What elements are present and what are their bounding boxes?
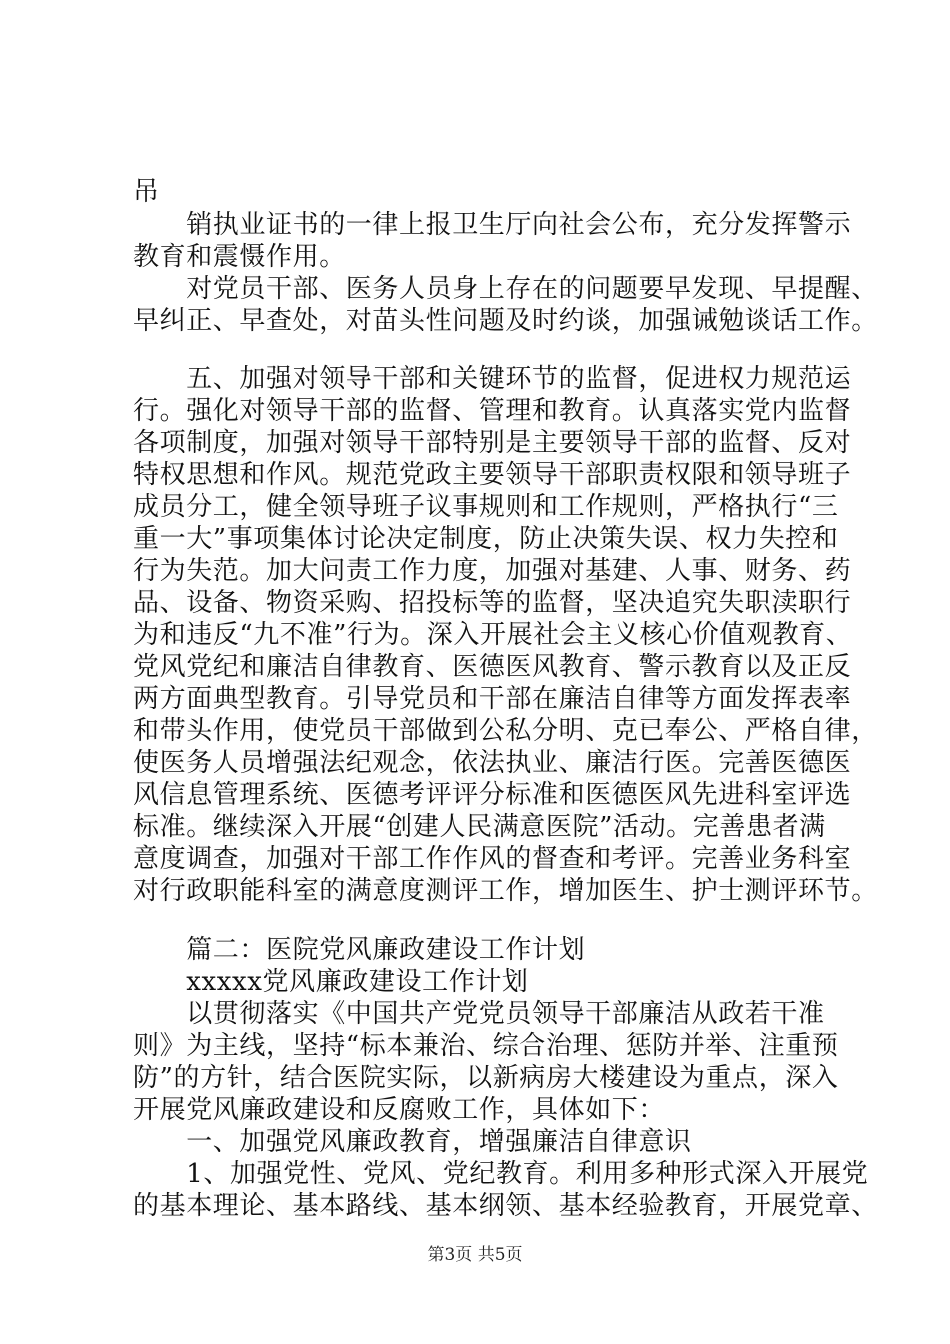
subsection-heading: 一、加强党风廉政教育，增强廉洁自律意识 — [133, 1127, 692, 1157]
text-line: 特权思想和作风。规范党政主要领导干部职责权限和领导班子 — [133, 460, 852, 490]
text-line: 对党员干部、医务人员身上存在的问题要早发现、早提醒、 — [133, 274, 878, 304]
text-line: 品、设备、物资采购、招投标等的监督，坚决追究失职渎职行 — [133, 588, 852, 618]
text-line: 以贯彻落实《中国共产党党员领导干部廉洁从政若干准 — [133, 999, 825, 1029]
text-line: 防”的方针，结合医院实际，以新病房大楼建设为重点，深入 — [133, 1063, 839, 1093]
text-line: 早纠正、早查处，对苗头性问题及时约谈，加强诫勉谈话工作。 — [133, 306, 878, 336]
text-line: 重一大”事项集体讨论决定制度，防止决策失误、权力失控和 — [133, 524, 839, 554]
text-line: 使医务人员增强法纪观念，依法执业、廉洁行医。完善医德医 — [133, 748, 852, 778]
text-line: 1、加强党性、党风、党纪教育。利用多种形式深入开展党 — [133, 1159, 869, 1189]
text-line: 成员分工，健全领导班子议事规则和工作规则，严格执行“三 — [133, 492, 839, 522]
text-line: 为和违反“九不准”行为。深入开展社会主义核心价值观教育、 — [133, 620, 853, 650]
text-line: 标准。继续深入开展“创建人民满意医院”活动。完善患者满 — [133, 812, 826, 842]
text-line: 行为失范。加大问责工作力度，加强对基建、人事、财务、药 — [133, 556, 852, 586]
text-line: 两方面典型教育。引导党员和干部在廉洁自律等方面发挥表率 — [133, 684, 852, 714]
text-line: 各项制度，加强对领导干部特别是主要领导干部的监督、反对 — [133, 428, 852, 458]
text-line: 和带头作用，使党员干部做到公私分明、克已奉公、严格自律， — [133, 716, 878, 746]
text-line: 五、加强对领导干部和关键环节的监督，促进权力规范运 — [133, 364, 852, 394]
text-line: 的基本理论、基本路线、基本纲领、基本经验教育，开展党章、 — [133, 1191, 878, 1221]
page-number-footer: 第3页 共5页 — [427, 1245, 523, 1265]
text-line: 开展党风廉政建设和反腐败工作，具体如下： — [133, 1095, 666, 1125]
text-line: 教育和震慑作用。 — [133, 242, 346, 272]
text-line: 对行政职能科室的满意度测评工作，增加医生、护士测评环节。 — [133, 876, 878, 906]
text-line: 销执业证书的一律上报卫生厅向社会公布，充分发挥警示 — [133, 210, 852, 240]
text-line: 吊 — [133, 177, 160, 207]
text-line: 党风党纪和廉洁自律教育、医德医风教育、警示教育以及正反 — [133, 652, 852, 682]
text-line: 风信息管理系统、医德考评评分标准和医德医风先进科室评选 — [133, 780, 852, 810]
text-line: 行。强化对领导干部的监督、管理和教育。认真落实党内监督 — [133, 396, 852, 426]
section-heading: 篇二：医院党风廉政建设工作计划 — [133, 935, 586, 965]
document-title: xxxxx党风廉政建设工作计划 — [133, 967, 529, 997]
text-line: 则》为主线，坚持“标本兼治、综合治理、惩防并举、注重预 — [133, 1031, 839, 1061]
text-line: 意度调查，加强对干部工作作风的督查和考评。完善业务科室 — [133, 844, 852, 874]
